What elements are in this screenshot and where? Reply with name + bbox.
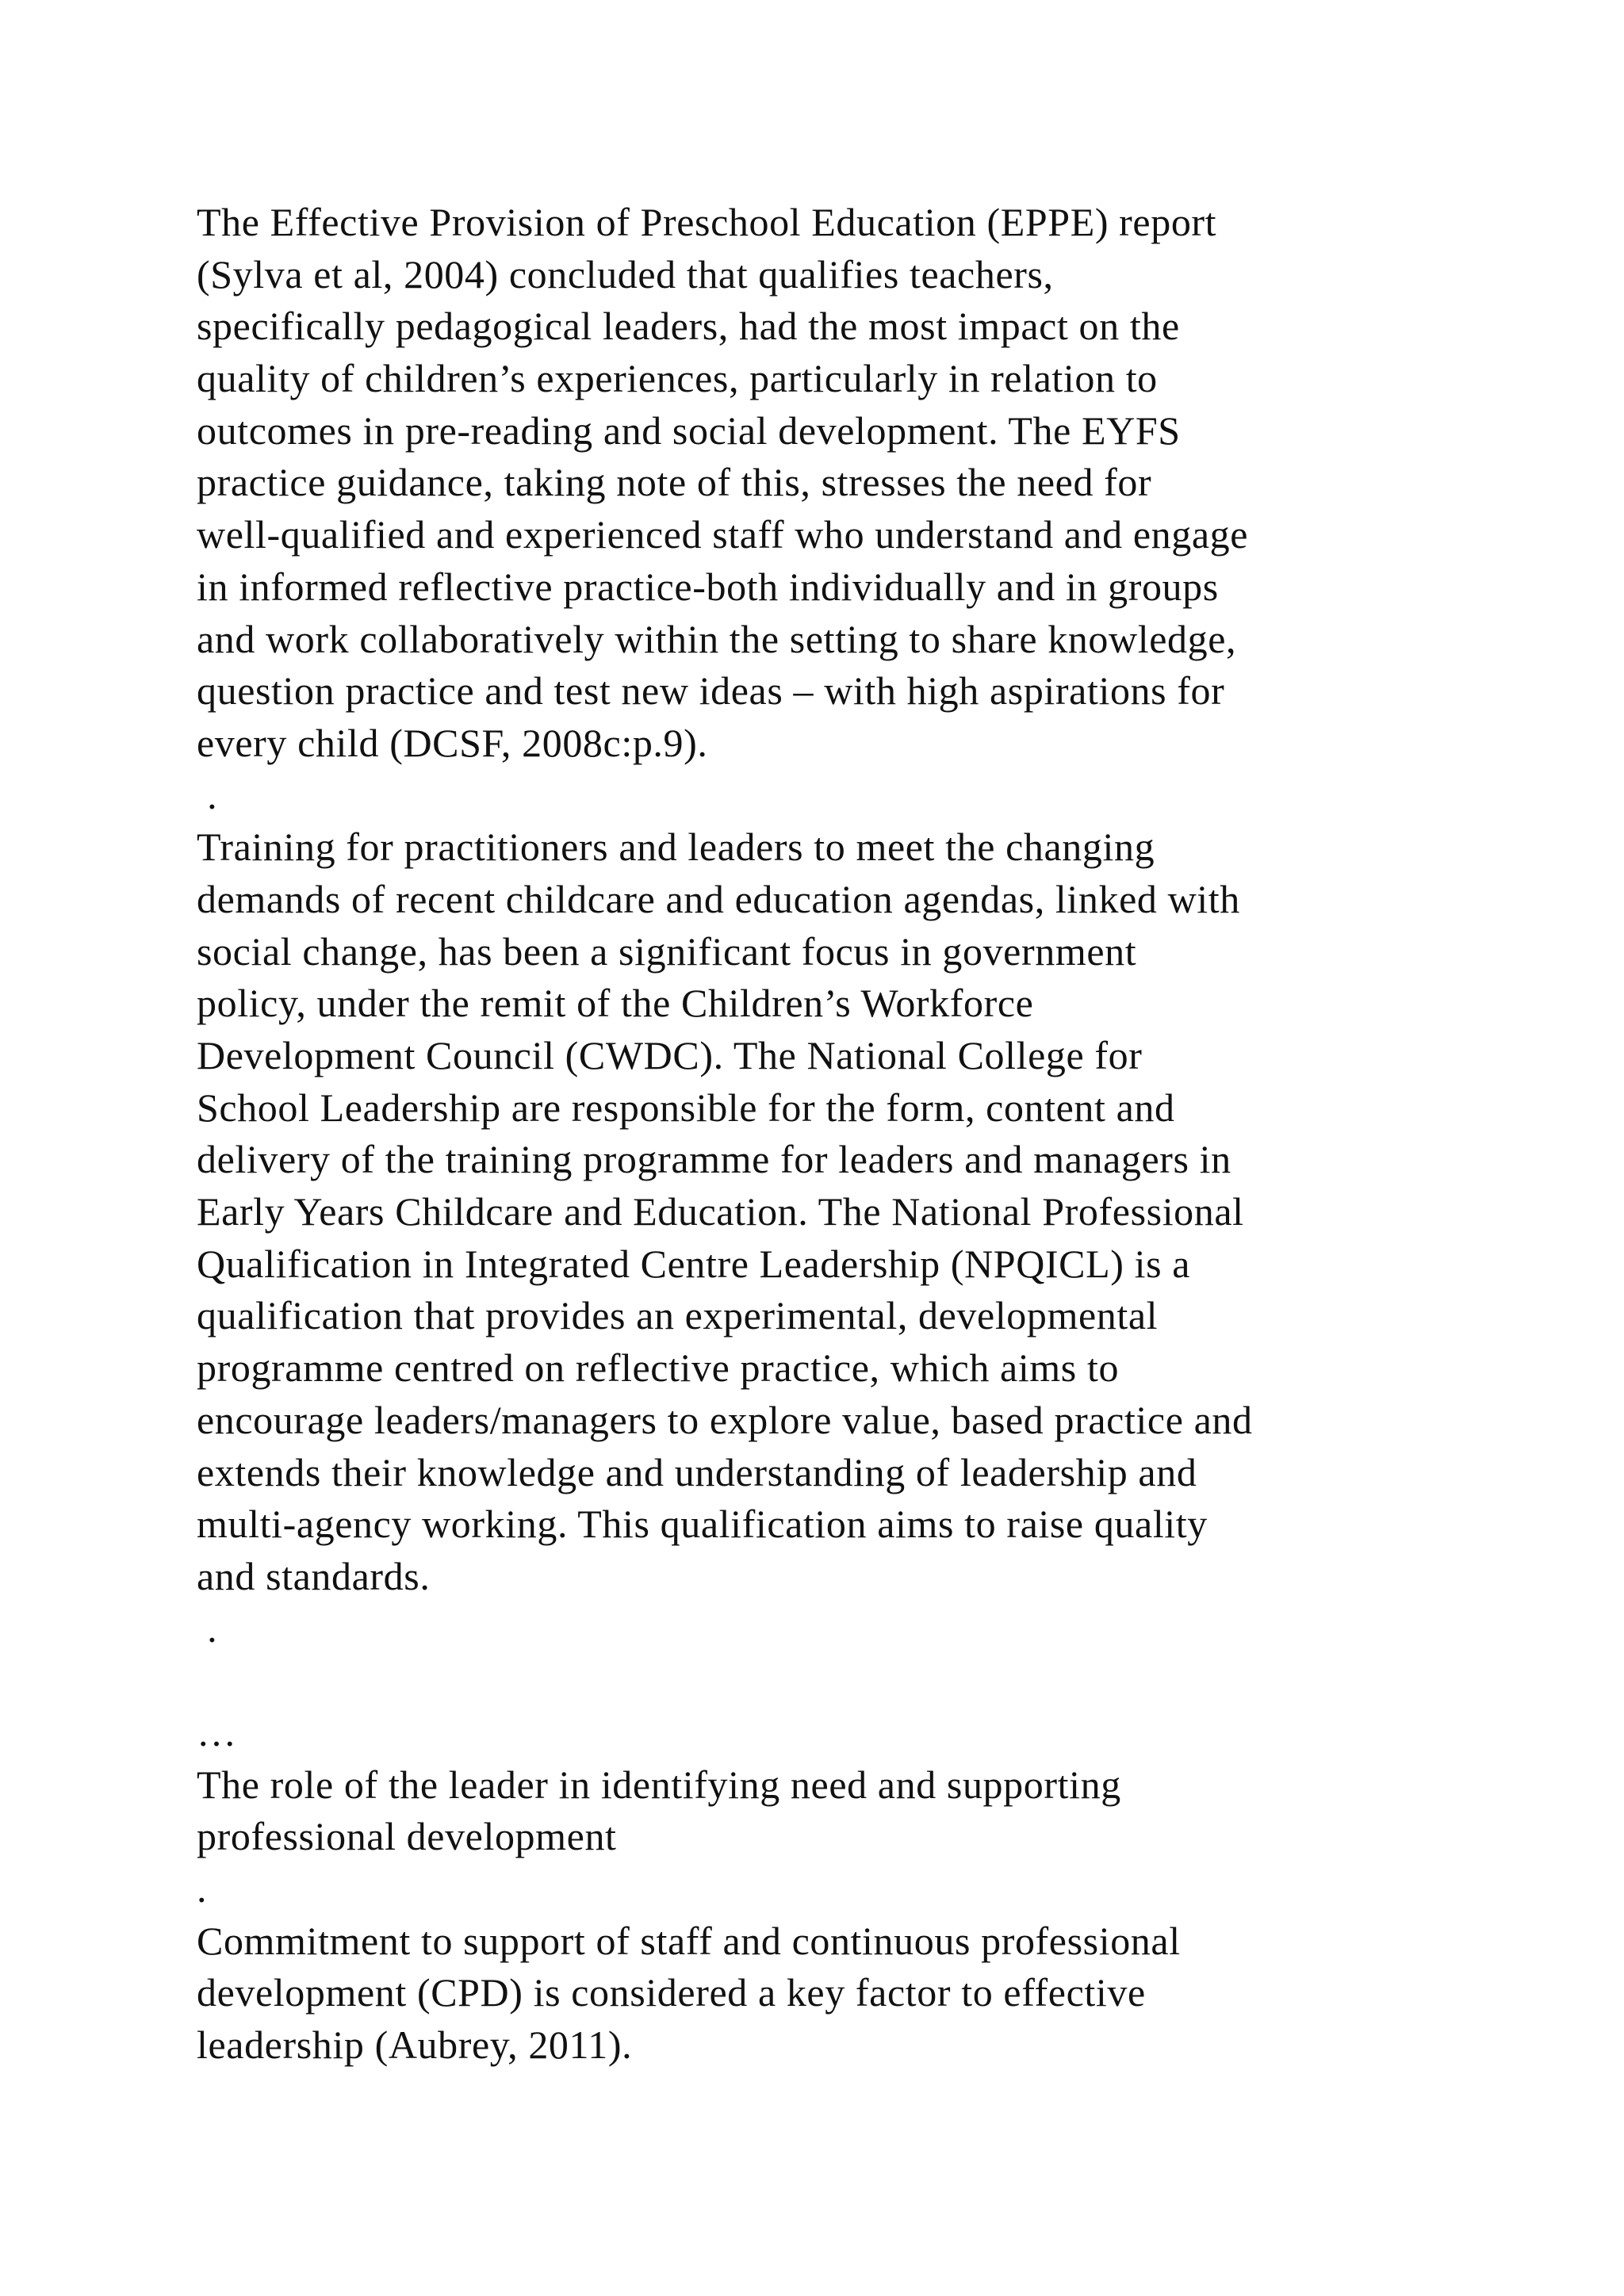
text-line: The Effective Provision of Preschool Education (EPPE) report (197, 200, 1217, 244)
text-line: Qualification in Integrated Centre Leadership (NPQICL) is a (197, 1241, 1191, 1286)
text-line: programme centred on reflective practice, which aims to (197, 1345, 1120, 1391)
text-line: Development Council (CWDC). The National College for (197, 1033, 1143, 1077)
text-line: demands of recent childcare and education agendas, linked with (197, 876, 1240, 921)
document-body (197, 197, 1505, 2072)
text-line: quality of children’s experiences, particularly in relation to (197, 356, 1158, 401)
text-line: in informed reflective practice-both individually and in groups (197, 564, 1219, 609)
text-line: every child (DCSF, 2008c:p.9). (197, 720, 708, 765)
text-line: multi-agency working. This qualification aims to raise quality (197, 1502, 1208, 1547)
separator-dot: . (197, 1605, 218, 1651)
text-line: Training for practitioners and leaders to meet the changing (197, 825, 1155, 870)
separator-dot: . (197, 1866, 208, 1911)
text-line: policy, under the remit of the Children’s Workforce (197, 981, 1034, 1026)
text-line: development (CPD) is considered a key factor to effective (197, 1970, 1146, 2015)
text-line: practice guidance, taking note of this, stresses the need for (197, 460, 1152, 505)
text-line: Early Years Childcare and Education. The National Professional (197, 1189, 1244, 1234)
separator-dot: . (197, 772, 218, 817)
blank-line (197, 1655, 1505, 1707)
text-line: Commitment to support of staff and continuous professional (197, 1918, 1181, 1963)
text-line: School Leadership are responsible for the form, content and (197, 1085, 1175, 1130)
section-heading-line: professional development (197, 1814, 617, 1859)
text-line: delivery of the training programme for leaders and managers in (197, 1137, 1231, 1182)
text-line: (Sylva et al, 2004) concluded that qualifies teachers, (197, 251, 1054, 297)
text-line: and work collaboratively within the setting to share knowledge, (197, 616, 1237, 661)
text-line: outcomes in pre-reading and social development. The EYFS (197, 408, 1181, 453)
text-line: question practice and test new ideas – with high aspirations for (197, 668, 1225, 714)
text-line: social change, has been a significant focus in government (197, 928, 1137, 974)
text-line: extends their knowledge and understanding of leadership and (197, 1449, 1197, 1494)
text-line: leadership (Aubrey, 2011). (197, 2022, 633, 2068)
text-line: encourage leaders/managers to explore value, based practice and (197, 1397, 1253, 1442)
text-line: well-qualified and experienced staff who understand and engage (197, 512, 1249, 557)
text-line: and standards. (197, 1553, 431, 1598)
text-line: qualification that provides an experimental, developmental (197, 1293, 1159, 1338)
ellipsis: … (197, 1709, 237, 1755)
text-line: specifically pedagogical leaders, had the most impact on the (197, 304, 1180, 349)
section-heading-line: The role of the leader in identifying need and supporting (197, 1762, 1121, 1807)
